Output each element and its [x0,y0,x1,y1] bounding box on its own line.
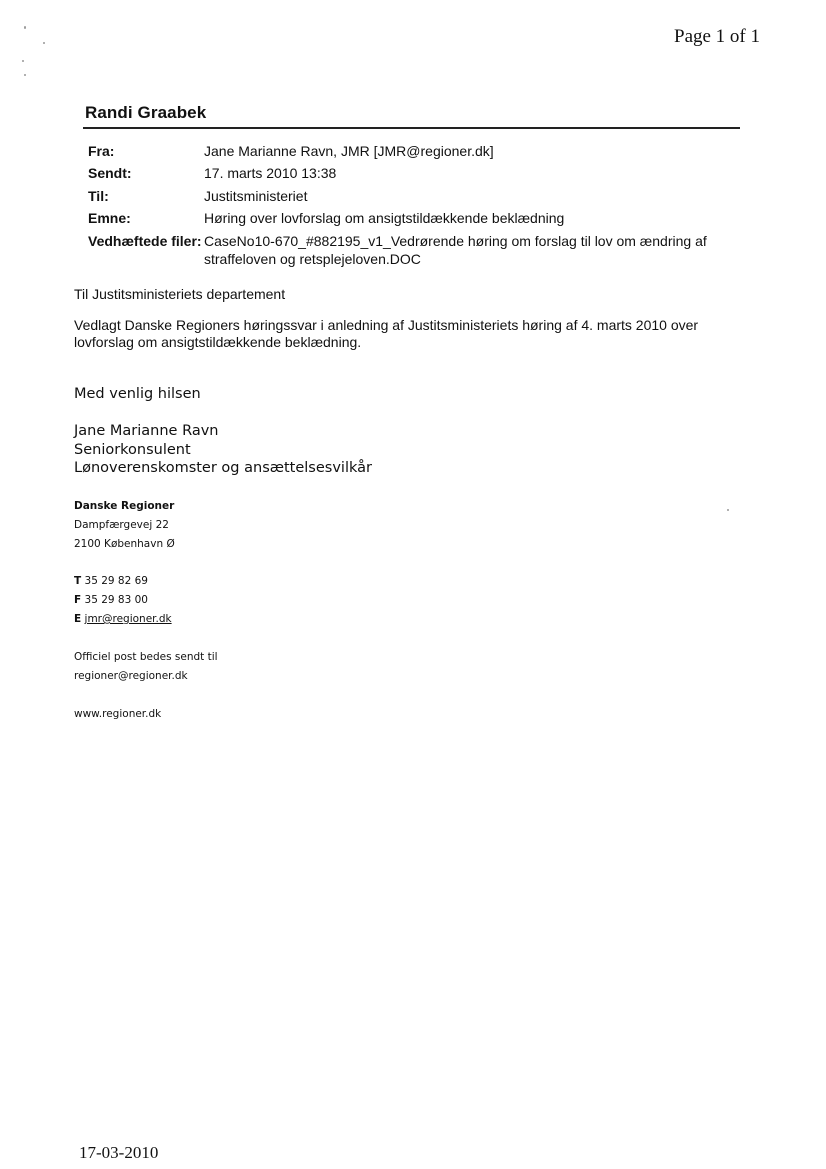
phone-prefix: T [74,575,82,587]
closing: Med venlig hilsen [74,386,201,402]
org-phone-line [74,572,148,591]
scan-speck [24,26,26,29]
body-paragraph: Vedlagt Danske Regioners høringssvar i anledning af Justitsministeriets høring af 4. marts 2010 over lovforslag om ansigtstildækkende beklædning. [74,317,699,350]
official-post-line2: regioner@regioner.dk [74,670,188,682]
signature-department: Lønoverenskomster og ansættelsesvilkår [74,460,372,476]
header-divider [83,127,740,129]
header-to-row [88,187,738,205]
scan-speck [22,60,24,62]
org-city: 2100 København Ø [74,538,175,550]
scan-speck [24,74,26,76]
org-name: Danske Regioner [74,500,175,512]
signature-name: Jane Marianne Ravn [74,423,219,439]
header-from-row [88,142,738,160]
org-email-line [74,610,172,629]
header-subject-row [88,209,738,227]
sender-name: Randi Graabek [85,103,207,122]
sent-value: 17. marts 2010 13:38 [204,165,337,181]
to-value: Justitsministeriet [204,188,308,204]
from-label: Fra: [88,143,115,159]
footer-date: 17-03-2010 [79,1143,159,1162]
org-fax-line [74,591,148,610]
subject-label: Emne: [88,210,131,226]
fax-prefix: F [74,594,82,606]
official-post-line1: Officiel post bedes sendt til [74,651,218,663]
org-website: www.regioner.dk [74,708,162,720]
salutation: Til Justitsministeriets departement [74,286,286,302]
from-value: Jane Marianne Ravn, JMR [JMR@regioner.dk] [204,143,494,159]
org-street: Dampfærgevej 22 [74,519,169,531]
header-sent-row [88,164,738,182]
org-phone: 35 29 82 69 [84,575,148,587]
scan-speck [727,509,729,511]
subject-value: Høring over lovforslag om ansigtstildækkende beklædning [204,210,565,226]
to-label: Til: [88,188,109,204]
org-email-link[interactable]: jmr@regioner.dk [84,613,172,625]
org-fax: 35 29 83 00 [84,594,148,606]
attachments-label: Vedhæftede filer: [88,233,202,249]
scan-speck [43,42,45,44]
header-attachments-row [88,232,738,268]
signature-title: Seniorkonsulent [74,442,191,458]
sent-label: Sendt: [88,165,132,181]
attachments-value: CaseNo10-670_#882195_v1_Vedrørende høring om forslag til lov om ændring af straffeloven og retsplejeloven.DOC [204,233,707,267]
email-prefix: E [74,613,82,625]
page-number: Page 1 of 1 [674,26,761,47]
